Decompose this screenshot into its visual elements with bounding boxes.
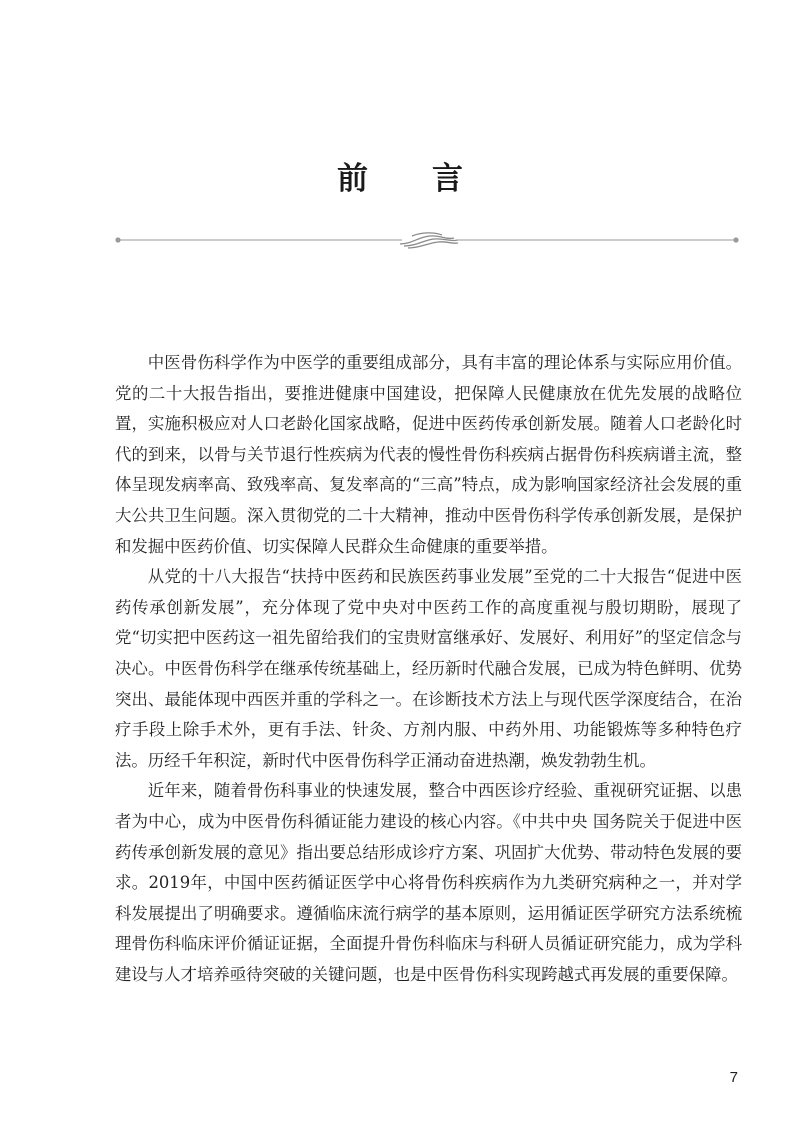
body-text <box>115 348 742 990</box>
title-char-1: 前 <box>337 160 368 197</box>
page-title <box>0 150 800 200</box>
divider-left-dot <box>115 237 120 242</box>
flourish-ornament-icon <box>400 233 458 248</box>
ornamental-divider <box>112 228 742 252</box>
paragraph-2: 从党的十八大报告“扶持中医药和民族医药事业发展”至党的二十大报告“促进中医药传承创新发展”，充分体现了党中央对中医药工作的高度重视与殷切期盼，展现了党“切实把中医药这一祖先留给我们的宝贵财富继承好、发展好、利用好”的坚定信念与决心。中医骨伤科学在继承传统基础上，经历新时代融合发展，已成为特色鲜明、优势突出、最能体现中西医并重的学科之一。在诊断技术方法上与现代医学深度结合，在治疗手段上除手术外，更有手法、针灸、方剂内服、中药外用、功能锻炼等多种特色疗法。历经千年积淀，新时代中医骨伤科学正涌动奋进热潮，焕发勃勃生机。 <box>115 567 742 770</box>
divider-right-dot <box>733 237 738 242</box>
paragraph-1: 中医骨伤科学作为中医学的重要组成部分，具有丰富的理论体系与实际应用价值。党的二十大报告指出，要推进健康中国建设，把保障人民健康放在优先发展的战略位置，实施积极应对人口老龄化国家战略，促进中医药传承创新发展。随着人口老龄化时代的到来，以骨与关节退行性疾病为代表的慢性骨伤科疾病占据骨伤科疾病谱主流，整体呈现发病率高、致残率高、复发率高的“三高”特点，成为影响国家经济社会发展的重大公共卫生问题。深入贯彻党的二十大精神，推动中医骨伤科学传承创新发展，是保护和发掘中医药价值、切实保障人民群众生命健康的重要举措。 <box>115 353 742 556</box>
title-char-2: 言 <box>432 160 463 197</box>
paragraph-3: 近年来，随着骨伤科事业的快速发展，整合中西医诊疗经验、重视研究证据、以患者为中心，成为中医骨伤科循证能力建设的核心内容。《中共中央 国务院关于促进中医药传承创新发展的意见》指出要总结形成诊疗方案、巩固扩大优势、带动特色发展的要求。2019年，中国中医药循证医学中心将骨伤科疾病作为九类研究病种之一，并对学科发展提出了明确要求。遵循临床流行病学的基本原则，运用循证医学研究方法系统梳理骨伤科临床评价循证证据，全面提升骨伤科临床与科研人员循证研究能力，成为学科建设与人才培养亟待突破的关键问题，也是中医骨伤科实现跨越式再发展的重要保障。 <box>115 781 742 984</box>
page-number: 7 <box>729 1069 738 1086</box>
